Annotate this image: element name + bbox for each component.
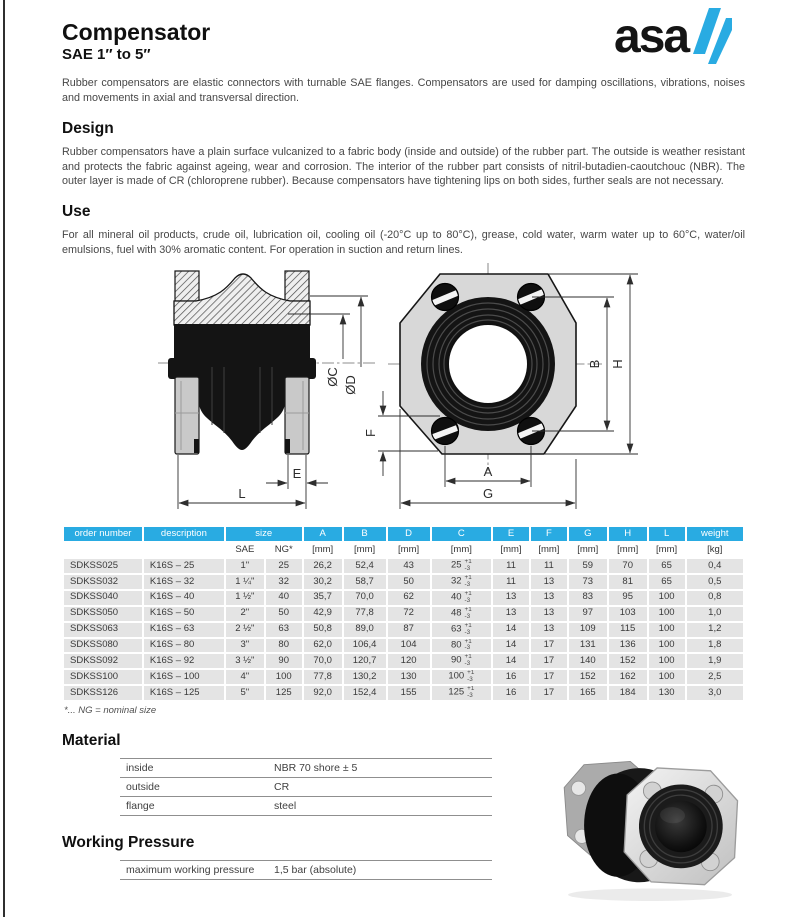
cell-description: K16S – 63 (144, 623, 224, 637)
cell-weight: 3,0 (687, 686, 743, 700)
design-heading: Design (62, 120, 114, 138)
cell-description: K16S – 40 (144, 591, 224, 605)
cell-order: SDKSS025 (64, 559, 142, 573)
column-header-h: H (609, 527, 647, 541)
cell-weight: 0,8 (687, 591, 743, 605)
cell-ng: 25 (266, 559, 302, 573)
technical-drawing (62, 263, 745, 519)
cell-d: 120 (388, 654, 430, 668)
spec-row (120, 778, 492, 797)
cell-l: 65 (649, 575, 685, 589)
subheader-unit: [mm] (432, 543, 491, 557)
cell-sae: 3 ½" (226, 654, 264, 668)
cell-d: 104 (388, 639, 430, 653)
cell-b: 130,2 (344, 670, 386, 684)
cell-h: 184 (609, 686, 647, 700)
cell-l: 100 (649, 670, 685, 684)
dimensions-table (62, 525, 745, 702)
cell-ng: 32 (266, 575, 302, 589)
column-header-e: E (493, 527, 529, 541)
cell-b: 89,0 (344, 623, 386, 637)
use-paragraph: For all mineral oil products, crude oil, lubrication oil, cooling oil (-20°C up to 80°C), grease, cold water, warm water up to 60°C, water/oil emulsions, fuel with 30% aromatic content. For operation in suction and return lines. (62, 229, 745, 256)
spec-value: NBR 70 shore ± 5 (274, 761, 358, 774)
cell-l: 100 (649, 591, 685, 605)
subheader-unit: [mm] (493, 543, 529, 557)
cell-h: 115 (609, 623, 647, 637)
subheader-sae: SAE (226, 543, 264, 557)
cell-weight: 2,5 (687, 670, 743, 684)
cell-sae: 2" (226, 607, 264, 621)
cell-sae: 2 ½" (226, 623, 264, 637)
cell-c: 32 +1 -3 (432, 575, 491, 589)
subheader-unit: [mm] (388, 543, 430, 557)
cell-a: 26,2 (304, 559, 342, 573)
cell-g: 152 (569, 670, 607, 684)
column-header-l: L (649, 527, 685, 541)
cell-weight: 0,5 (687, 575, 743, 589)
spec-value: 1,5 bar (absolute) (274, 863, 357, 876)
subheader-blank (144, 543, 224, 557)
cell-description: K16S – 92 (144, 654, 224, 668)
cell-d: 130 (388, 670, 430, 684)
product-photo (552, 741, 757, 913)
cell-sae: 1 ¼" (226, 575, 264, 589)
cell-a: 77,8 (304, 670, 342, 684)
spec-row (120, 759, 492, 778)
cell-c: 125 +1 -3 (432, 686, 491, 700)
use-heading: Use (62, 203, 91, 221)
logo-text: asa (614, 10, 689, 63)
tolerance: +1 -3 (464, 591, 472, 604)
cell-a: 62,0 (304, 639, 342, 653)
cell-b: 52,4 (344, 559, 386, 573)
cell-order: SDKSS032 (64, 575, 142, 589)
cell-weight: 1,2 (687, 623, 743, 637)
table-row (64, 670, 743, 684)
cell-d: 87 (388, 623, 430, 637)
cell-b: 120,7 (344, 654, 386, 668)
cell-description: K16S – 125 (144, 686, 224, 700)
cell-g: 59 (569, 559, 607, 573)
column-header-order-number: order number (64, 527, 142, 541)
cell-a: 35,7 (304, 591, 342, 605)
cell-g: 97 (569, 607, 607, 621)
cell-e: 14 (493, 654, 529, 668)
cell-f: 13 (531, 591, 567, 605)
dimension-label-l: L (238, 486, 246, 502)
dimension-label-a: A (483, 464, 493, 480)
cell-ng: 125 (266, 686, 302, 700)
cell-e: 11 (493, 575, 529, 589)
intro-paragraph: Rubber compensators are elastic connectors with turnable SAE flanges. Compensators are used for damping oscillations, vibrations, noises and movements in axial and transversal direction. (62, 77, 745, 104)
dimension-label-b: B (587, 359, 602, 369)
cell-f: 17 (531, 654, 567, 668)
cell-h: 152 (609, 654, 647, 668)
subheader-unit: [mm] (304, 543, 342, 557)
cell-b: 106,4 (344, 639, 386, 653)
dimension-label-oc: ØC (325, 367, 340, 388)
spec-row (120, 861, 492, 880)
cell-c: 48 +1 -3 (432, 607, 491, 621)
cell-b: 70,0 (344, 591, 386, 605)
column-header-c: C (432, 527, 491, 541)
cell-h: 162 (609, 670, 647, 684)
cell-weight: 1,8 (687, 639, 743, 653)
cell-weight: 0,4 (687, 559, 743, 573)
tolerance: +1 -3 (464, 654, 472, 668)
subheader-blank (64, 543, 142, 557)
column-header-b: B (344, 527, 386, 541)
cell-c: 63 +1 -3 (432, 623, 491, 637)
spec-value: CR (274, 780, 290, 793)
dimension-label-g: G (482, 486, 494, 502)
subheader-unit: [mm] (531, 543, 567, 557)
subheader-unit: [mm] (609, 543, 647, 557)
cell-a: 42,9 (304, 607, 342, 621)
cell-b: 58,7 (344, 575, 386, 589)
cell-order: SDKSS063 (64, 623, 142, 637)
cell-sae: 5" (226, 686, 264, 700)
cell-h: 103 (609, 607, 647, 621)
spec-row (120, 797, 492, 816)
working-pressure-table (120, 860, 492, 880)
cell-f: 13 (531, 623, 567, 637)
cell-ng: 80 (266, 639, 302, 653)
cell-g: 165 (569, 686, 607, 700)
cell-c: 25 +1 -3 (432, 559, 491, 573)
cell-order: SDKSS050 (64, 607, 142, 621)
tolerance: +1 -3 (464, 606, 472, 620)
cell-order: SDKSS040 (64, 591, 142, 605)
cell-f: 13 (531, 607, 567, 621)
cell-c: 80 +1 -3 (432, 639, 491, 653)
cell-l: 100 (649, 654, 685, 668)
cell-description: K16S – 32 (144, 575, 224, 589)
cell-l: 100 (649, 639, 685, 653)
cell-f: 13 (531, 575, 567, 589)
column-header-d: D (388, 527, 430, 541)
cell-c: 100 +1 -3 (432, 670, 491, 684)
tolerance: +1 -3 (464, 622, 472, 636)
front-view-drawing (363, 263, 638, 509)
tolerance: +1 -3 (464, 559, 472, 573)
page-subtitle: SAE 1″ to 5″ (62, 46, 151, 64)
cell-d: 62 (388, 591, 430, 605)
tolerance: +1 -3 (467, 686, 475, 699)
cell-f: 17 (531, 639, 567, 653)
cell-ng: 100 (266, 670, 302, 684)
subheader-ng: NG* (266, 543, 302, 557)
cell-h: 70 (609, 559, 647, 573)
cell-description: K16S – 25 (144, 559, 224, 573)
dimension-label-h: H (610, 359, 625, 370)
cell-weight: 1,0 (687, 607, 743, 621)
cell-e: 14 (493, 639, 529, 653)
table-row (64, 575, 743, 589)
cell-ng: 50 (266, 607, 302, 621)
cell-e: 13 (493, 607, 529, 621)
spec-label: maximum working pressure (126, 863, 255, 876)
cell-b: 77,8 (344, 607, 386, 621)
column-header-g: G (569, 527, 607, 541)
cell-c: 90 +1 -3 (432, 654, 491, 668)
subheader-unit: [mm] (569, 543, 607, 557)
cell-sae: 4" (226, 670, 264, 684)
table-row (64, 686, 743, 700)
design-paragraph: Rubber compensators have a plain surface vulcanized to a fabric body (inside and outside) of the rubber part. The outside is weather resistant and protects the fabric against ageing, wear and corrosion. The interior of the rubber part consists of nitril-butadien-caoutchouc (NBR). The outer layer is made of CR (chloroprene rubber). Because compensators have tightening lips on both sides, further seals are not necessary. (62, 146, 745, 187)
cell-e: 16 (493, 686, 529, 700)
page-edge (3, 0, 5, 917)
material-table (120, 758, 492, 816)
column-header-f: F (531, 527, 567, 541)
column-header-description: description (144, 527, 224, 541)
spec-value: steel (274, 799, 297, 812)
cell-b: 152,4 (344, 686, 386, 700)
table-row (64, 559, 743, 573)
cell-description: K16S – 50 (144, 607, 224, 621)
cell-f: 17 (531, 686, 567, 700)
spec-label: outside (126, 780, 160, 793)
column-header-a: A (304, 527, 342, 541)
cell-d: 43 (388, 559, 430, 573)
subheader-unit: [mm] (649, 543, 685, 557)
cell-sae: 1 ½" (226, 591, 264, 605)
cell-l: 130 (649, 686, 685, 700)
cell-e: 14 (493, 623, 529, 637)
cell-order: SDKSS100 (64, 670, 142, 684)
dimension-label-od: ØD (343, 375, 358, 396)
cell-g: 109 (569, 623, 607, 637)
cell-l: 100 (649, 607, 685, 621)
column-header-size: size (226, 527, 302, 541)
cell-weight: 1,9 (687, 654, 743, 668)
table-row (64, 654, 743, 668)
cell-h: 81 (609, 575, 647, 589)
table-row (64, 591, 743, 605)
cell-g: 131 (569, 639, 607, 653)
cell-description: K16S – 100 (144, 670, 224, 684)
tolerance: +1 -3 (467, 670, 475, 684)
page-title: Compensator (62, 19, 211, 45)
cell-e: 16 (493, 670, 529, 684)
cell-sae: 1" (226, 559, 264, 573)
cell-d: 155 (388, 686, 430, 700)
cell-a: 50,8 (304, 623, 342, 637)
cell-l: 100 (649, 623, 685, 637)
dimension-label-f: F (363, 429, 378, 438)
cell-g: 73 (569, 575, 607, 589)
spec-label: flange (126, 799, 155, 812)
working-pressure-heading: Working Pressure (62, 833, 195, 851)
tolerance: +1 -3 (464, 638, 472, 652)
spec-label: inside (126, 761, 154, 774)
cell-d: 50 (388, 575, 430, 589)
cell-ng: 63 (266, 623, 302, 637)
cell-order: SDKSS080 (64, 639, 142, 653)
cell-f: 17 (531, 670, 567, 684)
cell-h: 136 (609, 639, 647, 653)
cell-order: SDKSS092 (64, 654, 142, 668)
tolerance: +1 -3 (464, 575, 472, 589)
cell-e: 11 (493, 559, 529, 573)
table-row (64, 639, 743, 653)
dimension-label-e: E (292, 466, 302, 482)
material-heading: Material (62, 731, 121, 749)
cell-sae: 3" (226, 639, 264, 653)
cell-a: 92,0 (304, 686, 342, 700)
table-footnote: *... NG = nominal size (64, 704, 157, 716)
table-row (64, 623, 743, 637)
cell-d: 72 (388, 607, 430, 621)
table-row (64, 607, 743, 621)
subheader-unit-weight: [kg] (687, 543, 743, 557)
cell-g: 140 (569, 654, 607, 668)
cell-h: 95 (609, 591, 647, 605)
cell-description: K16S – 80 (144, 639, 224, 653)
cell-f: 11 (531, 559, 567, 573)
side-view-drawing (158, 271, 378, 509)
cell-order: SDKSS126 (64, 686, 142, 700)
cell-ng: 90 (266, 654, 302, 668)
subheader-unit: [mm] (344, 543, 386, 557)
cell-c: 40 +1 -3 (432, 591, 491, 605)
cell-a: 30,2 (304, 575, 342, 589)
cell-l: 65 (649, 559, 685, 573)
column-header-weight: weight (687, 527, 743, 541)
cell-a: 70,0 (304, 654, 342, 668)
cell-e: 13 (493, 591, 529, 605)
cell-ng: 40 (266, 591, 302, 605)
cell-g: 83 (569, 591, 607, 605)
